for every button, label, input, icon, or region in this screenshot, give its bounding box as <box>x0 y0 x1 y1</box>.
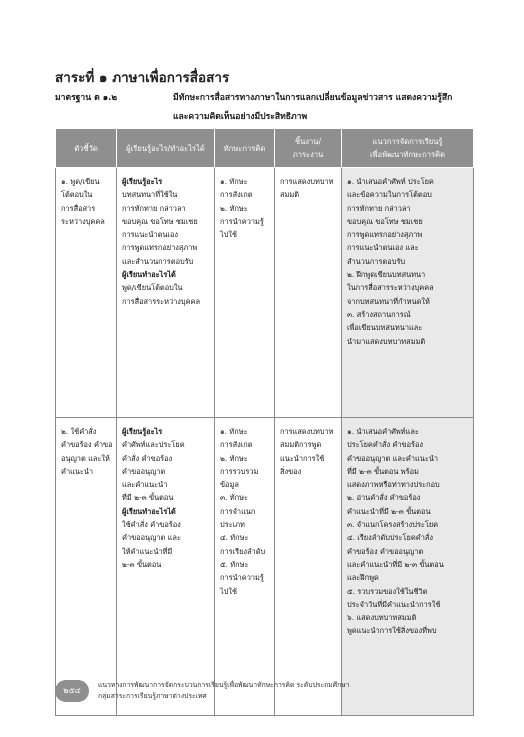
approach-line: การพูดแทรกอย่างสุภาพ <box>347 230 423 240</box>
standard-code: มาตรฐาน ต ๑.๒ <box>55 93 118 103</box>
learn-line: และสำนวนการตอบรับ <box>122 256 194 266</box>
learn-line: คำศัพท์และประโยค <box>122 440 185 450</box>
learn-line: ผู้เรียนรู้อะไร <box>122 177 163 186</box>
standard-line-1: มีทักษะการสื่อสารทางภาษาในการแลกเปลี่ยนข้อมูลข่าวสาร แสดงความรู้สึก <box>173 93 453 103</box>
approach-line: สำนวนการตอบรับ <box>347 256 406 266</box>
indicator-line: ๑. พูด/เขียน <box>61 177 100 186</box>
work-line: สิ่งของ <box>280 466 302 476</box>
footer-line-2: กลุ่มสาระการเรียนรู้ภาษาต่างประเทศ <box>98 692 207 700</box>
indicator-line: คำขอร้อง คำขอ <box>61 440 113 450</box>
learn-line: การพูดแทรกอย่างสุภาพ <box>122 243 198 253</box>
skills-line: การนำความรู้ <box>220 573 264 583</box>
learn-line: ๒-๓ ขั้นตอน <box>122 559 162 569</box>
learn-line: ให้คำแนะนำที่มี <box>122 546 173 556</box>
approach-line: พูดแนะนำการใช้สิ่งของที่พบ <box>347 626 437 636</box>
skills-line: ๔. ทักษะ <box>220 533 249 543</box>
approach-line: นำมาแสดงบทบาทสมมติ <box>347 336 426 346</box>
header-skills: ทักษะการคิด <box>215 129 275 168</box>
approach-line: ประโยคคำสั่ง คำขอร้อง <box>347 440 424 450</box>
approach-line: แสดงภาพหรือท่าทางประกอบ <box>347 480 440 490</box>
learn-line: ใช้คำสั่ง คำขอร้อง <box>122 520 181 530</box>
indicator-line: คำแนะนำ <box>61 466 94 476</box>
skills-line: ๕. ทักษะ <box>220 559 249 569</box>
learn-line: คำขออนุญาต <box>122 466 166 476</box>
approach-line: ๖. แสดงบทบาทสมมติ <box>347 613 417 623</box>
approach-line: การแนะนำตนเอง และ <box>347 243 419 253</box>
learn-line: ขอบคุณ ขอโทษ ชมเชย <box>122 216 198 226</box>
work-cell <box>275 168 342 418</box>
indicator-line: โต้ตอบใน <box>61 190 93 200</box>
indicator-line: ๒. ใช้คำสั่ง <box>61 427 97 436</box>
skills-line: ไปใช้ <box>220 586 238 596</box>
header-indicator: ตัวชี้วัด <box>56 129 117 168</box>
header-approach: แนวการจัดการเรียนรู้ เพื่อพัฒนาทักษะการคิด <box>342 129 474 168</box>
learn-line: ผู้เรียนทำอะไรได้ <box>122 270 176 280</box>
indicator-cell <box>56 418 117 716</box>
learn-cell <box>117 418 215 716</box>
skills-line: การรวบรวม <box>220 466 259 476</box>
skills-line: การสังเกต <box>220 440 253 450</box>
learn-line: คำสั่ง คำขอร้อง <box>122 453 173 463</box>
approach-line: ๑. นำเสนอคำศัพท์ ประโยค <box>347 177 434 186</box>
approach-line: คำขออนุญาต และคำแนะนำ <box>347 453 439 463</box>
skills-line: การจำแนก <box>220 506 256 516</box>
learn-line: ที่มี ๒-๓ ขั้นตอน <box>122 493 174 503</box>
standard-block <box>55 89 475 127</box>
skills-cell <box>215 168 275 418</box>
approach-line: ๕. รวบรวมของใช้ในชีวิต <box>347 586 428 596</box>
learn-line: และคำแนะนำ <box>122 480 168 490</box>
work-line: แนะนำการใช้ <box>280 453 325 463</box>
work-line: การแสดงบทบาท <box>280 427 334 436</box>
skills-line: การสังเกต <box>220 190 253 200</box>
approach-line: ๔. เรียงลำดับประโยคคำสั่ง <box>347 533 433 543</box>
header-learn: ผู้เรียนรู้อะไร/ทำอะไรได้ <box>117 129 215 168</box>
indicator-cell <box>56 168 117 418</box>
approach-line: และคำแนะนำที่มี ๒-๓ ขั้นตอน <box>347 559 444 569</box>
approach-line: และฝึกพูด <box>347 573 379 583</box>
skills-line: การเรียงลำดับ <box>220 546 266 556</box>
learn-line: บทสนทนาที่ใช้ใน <box>122 190 178 200</box>
approach-line: เพื่อเขียนบทสนทนาและ <box>347 323 423 333</box>
approach-line: คำแนะนำที่มี ๒-๓ ขั้นตอน <box>347 506 431 516</box>
approach-line: ในการสื่อสารระหว่างบุคคล <box>347 283 434 293</box>
approach-line: คำขอร้อง คำขออนุญาต <box>347 546 424 556</box>
approach-line: ๓. สร้างสถานการณ์ <box>347 309 411 319</box>
approach-line: ประจำวันที่มีคำแนะนำการใช้ <box>347 599 441 609</box>
work-line: สมมติ <box>280 190 300 200</box>
subject-title: สาระที่ ๑ ภาษาเพื่อการสื่อสาร <box>55 70 230 86</box>
skills-line: ข้อมูล <box>220 480 239 490</box>
learn-cell <box>117 168 215 418</box>
work-cell <box>275 418 342 716</box>
table-row <box>56 168 474 418</box>
skills-line: ๑. ทักษะ <box>220 427 248 436</box>
learn-line: พูด/เขียนโต้ตอบใน <box>122 283 183 293</box>
approach-line: ๒. ฝึกพูดเขียนบทสนทนา <box>347 270 426 280</box>
skills-line: การนำความรู้ <box>220 216 264 226</box>
skills-line: ไปใช้ <box>220 230 238 240</box>
learn-line: การทักทาย กล่าวลา <box>122 203 186 213</box>
work-line: การแสดงบทบาท <box>280 177 334 186</box>
work-line: สมมติการพูด <box>280 440 322 450</box>
approach-line: ๓. จำแนกโครงสร้างประโยค <box>347 520 439 530</box>
page-number-badge: ๒๕๔ <box>55 680 89 702</box>
learn-line: การสื่อสารระหว่างบุคคล <box>122 296 201 306</box>
table-header-row <box>56 129 474 168</box>
indicator-table <box>55 128 474 716</box>
footer-line-1: แนวทางการพัฒนาการจัดกระบวนการเรียนรู้เพื่อพัฒนาทักษะการคิด ระดับประถมศึกษา <box>98 681 350 689</box>
approach-cell <box>342 418 474 716</box>
learn-line: ผู้เรียนทำอะไรได้ <box>122 506 176 516</box>
approach-line: จากบทสนทนาที่กำหนดให้ <box>347 296 430 306</box>
approach-line: การทักทาย กล่าวลา <box>347 203 411 213</box>
approach-line: ขอบคุณ ขอโทษ ชมเชย <box>347 216 423 226</box>
approach-line: ที่มี ๒-๓ ขั้นตอน พร้อม <box>347 466 419 476</box>
skills-cell <box>215 418 275 716</box>
learn-line: คำขออนุญาต และ <box>122 533 181 543</box>
standard-line-2: และความคิดเห็นอย่างมีประสิทธิภาพ <box>173 112 308 122</box>
indicator-line: การสื่อสาร <box>61 203 96 213</box>
footer-text <box>98 680 350 702</box>
approach-line: ๑. นำเสนอคำศัพท์และ <box>347 427 419 436</box>
approach-line: และข้อความในการโต้ตอบ <box>347 190 432 200</box>
table-row <box>56 418 474 716</box>
indicator-line: อนุญาต และให้ <box>61 453 110 463</box>
skills-line: ๒. ทักษะ <box>220 203 248 213</box>
skills-line: ๑. ทักษะ <box>220 177 248 186</box>
approach-cell <box>342 168 474 418</box>
learn-line: ผู้เรียนรู้อะไร <box>122 427 163 436</box>
approach-line: ๒. อ่านคำสั่ง คำขอร้อง <box>347 493 421 503</box>
skills-line: ประเภท <box>220 520 245 530</box>
skills-line: ๒. ทักษะ <box>220 453 248 463</box>
skills-line: ๓. ทักษะ <box>220 493 248 503</box>
learn-line: การแนะนำตนเอง <box>122 230 179 240</box>
header-work: ชิ้นงาน/ ภาระงาน <box>275 129 342 168</box>
indicator-line: ระหว่างบุคคล <box>61 216 105 226</box>
